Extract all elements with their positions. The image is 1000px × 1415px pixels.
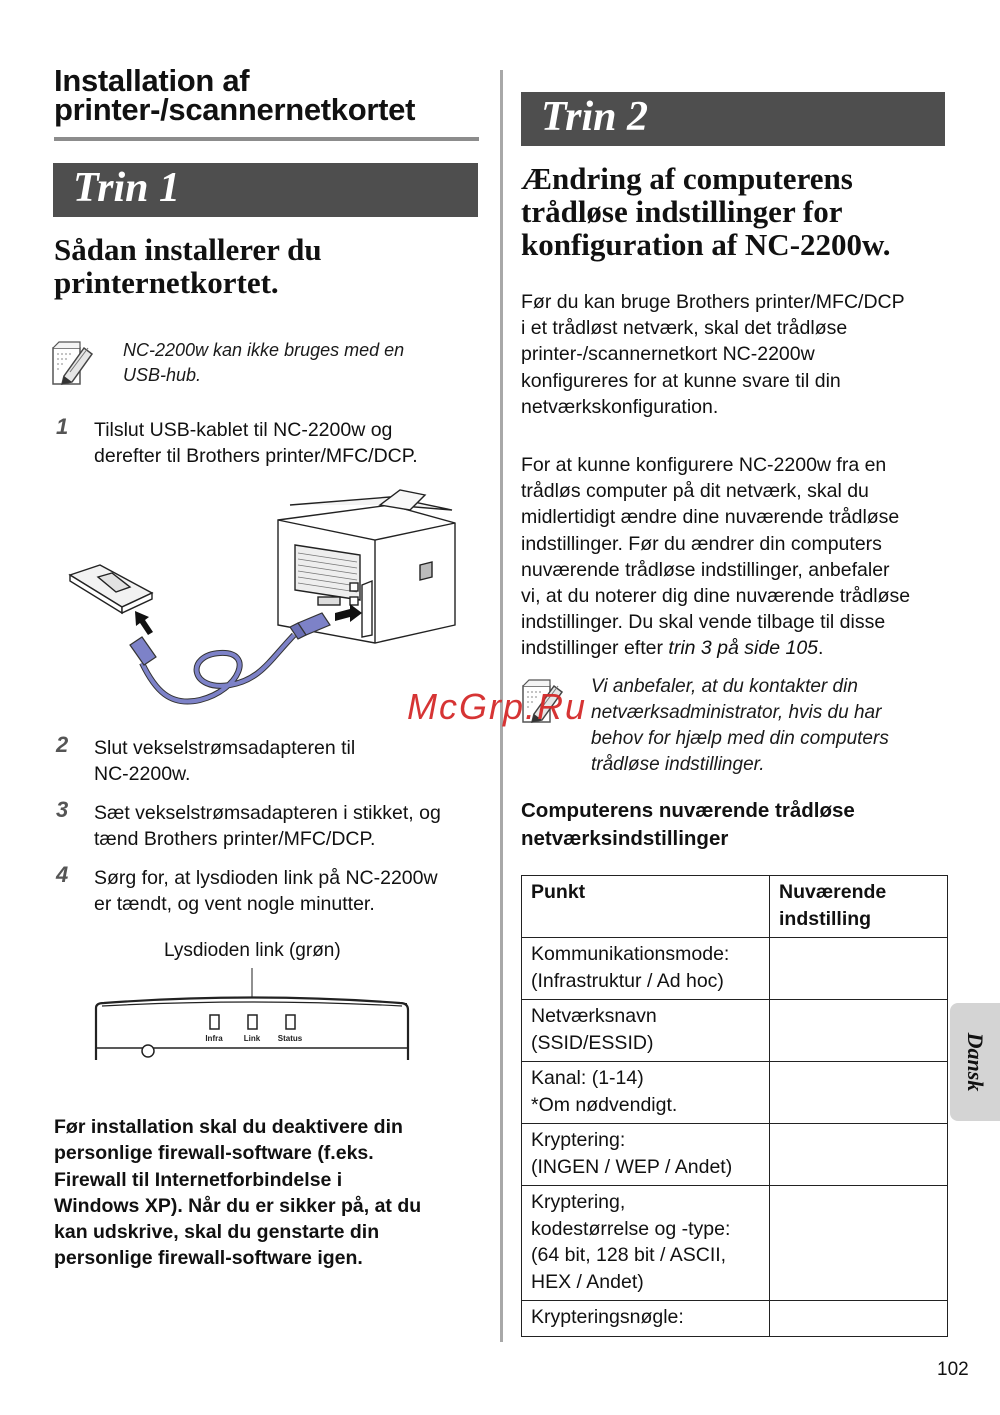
step-2-note [591, 674, 951, 778]
page-title-line-1: Installation af [54, 63, 250, 98]
step-number: 3 [56, 797, 69, 822]
paragraph-line: i et trådløst netværk, skal det trådløse [521, 317, 848, 340]
settings-table-heading [521, 797, 951, 853]
step-text-line: Sæt vekselstrømsadapteren i stikket, og [94, 802, 441, 824]
step-2-heading [521, 162, 951, 261]
warning-line: personlige firewall-software (f.eks. [54, 1142, 374, 1165]
step-text-line: NC-2200w. [94, 763, 191, 785]
paragraph-line: printer-/scannernetkort NC-2200w [521, 343, 815, 366]
title-rule-divider [54, 137, 479, 141]
step-text [94, 417, 494, 469]
warning-line: Windows XP). Når du er sikker på, at du [54, 1194, 422, 1217]
led-label-infra: Infra [205, 1034, 223, 1043]
step-2-heading-line: konfiguration af NC-2200w. [521, 227, 891, 262]
language-tab-label: Dansk [963, 1032, 988, 1092]
paragraph-line [521, 635, 951, 661]
step-number: 1 [56, 414, 69, 439]
table-row [522, 1000, 948, 1062]
step-2-heading-line: Ændring af computerens [521, 161, 853, 196]
paragraph-line: Før du kan bruge Brothers printer/MFC/DCP [521, 291, 905, 313]
paragraph-line: netværkskonfiguration. [521, 395, 719, 418]
paragraph-line: nuværende trådløse indstillinger, anbefaler [521, 558, 890, 581]
setting-item-line: (SSID/ESSID) [531, 1031, 654, 1054]
note-line: NC-2200w kan ikke bruges med en [123, 340, 405, 360]
paragraph-line: indstillinger. Før du ændrer din computers [521, 532, 882, 555]
step-1-heading [54, 233, 484, 299]
setting-item [522, 1186, 770, 1301]
setting-item [522, 1000, 770, 1062]
page-title [54, 63, 484, 127]
setting-value-field[interactable] [770, 1186, 948, 1301]
firewall-warning [54, 1114, 494, 1272]
setting-item-line: (INGEN / WEP / Andet) [531, 1155, 733, 1178]
paragraph-line: vi, at du noterer dig dine nuværende trådløse [521, 585, 911, 608]
setting-item-line: *Om nødvendigt. [531, 1093, 678, 1116]
setting-item-line: HEX / Andet) [531, 1270, 644, 1293]
table-row [522, 1124, 948, 1186]
setting-value-field[interactable] [770, 1000, 948, 1062]
arrow-icon [135, 611, 153, 635]
table-header-row [522, 876, 948, 938]
table-heading-line: netværksindstillinger [521, 827, 729, 850]
paragraph-line: For at kunne konfigurere NC-2200w fra en [521, 454, 887, 476]
led-link-callout: Lysdioden link (grøn) [164, 940, 341, 961]
table-row [522, 938, 948, 1000]
paragraph-text: . [818, 637, 824, 660]
setting-item [522, 938, 770, 1000]
usb-plug-a-icon [130, 637, 156, 665]
step-text-line: er tændt, og vent nogle minutter. [94, 893, 375, 915]
note-line: trådløse indstillinger. [591, 754, 765, 775]
table-heading-line: Computerens nuværende trådløse [521, 799, 855, 822]
table-row [522, 1301, 948, 1337]
wireless-settings-table [521, 875, 948, 1337]
note-line: USB-hub. [123, 365, 202, 385]
step-1-bar [53, 163, 478, 217]
paragraph-line: trådløs computer på dit netværk, skal du [521, 480, 869, 503]
setting-item-line: Kryptering, [531, 1191, 626, 1213]
step-1-note [123, 338, 483, 388]
column-header-current-setting: Nuværende indstilling [770, 876, 948, 938]
warning-line: Før installation skal du deaktivere din [54, 1116, 403, 1138]
step-number: 2 [56, 732, 69, 757]
paragraph-line: midlertidigt ændre dine nuværende trådløse [521, 506, 900, 529]
column-header-item: Punkt [522, 876, 770, 938]
led-link-indicator [248, 1015, 257, 1029]
language-tab[interactable] [950, 1003, 1000, 1121]
setting-item-line: Kommunikationsmode: [531, 943, 730, 965]
step-2-bar-label: Trin 2 [541, 94, 648, 140]
setting-item-line: Kryptering: [531, 1129, 626, 1151]
setting-item-line: (64 bit, 128 bit / ASCII, [531, 1244, 727, 1266]
setting-item [522, 1062, 770, 1124]
step-text-line: tænd Brothers printer/MFC/DCP. [94, 828, 376, 850]
page-number: 102 [937, 1359, 969, 1380]
paragraph-line: konfigureres for at kunne svare til din [521, 369, 841, 392]
paragraph-line: indstillinger. Du skal vende tilbage til disse [521, 611, 886, 634]
paragraph-text: indstillinger efter [521, 637, 669, 660]
table-row [522, 1186, 948, 1301]
setting-item-line: Krypteringsnøgle: [531, 1306, 684, 1328]
table-row [522, 1062, 948, 1124]
led-status-indicator [286, 1015, 295, 1029]
warning-line: personlige firewall-software igen. [54, 1247, 363, 1270]
note-line: netværksadministrator, hvis du har [591, 702, 882, 723]
step-number: 4 [56, 862, 69, 887]
step-text [94, 735, 494, 787]
step-text-line: Slut vekselstrømsadapteren til [94, 737, 356, 759]
led-label-link: Link [243, 1034, 261, 1043]
network-card-front-illustration [92, 960, 412, 1060]
watermark: McGrp.Ru [407, 686, 588, 727]
setting-item [522, 1301, 770, 1337]
setting-item-line: Kanal: (1-14) [531, 1067, 644, 1089]
page-reference-link[interactable]: trin 3 på side 105 [668, 637, 819, 660]
step-1-heading-line-1: Sådan installerer du [54, 232, 322, 267]
setting-item-line: Netværksnavn [531, 1005, 657, 1027]
setting-item-line: kodestørrelse og -type: [531, 1217, 731, 1240]
setting-value-field[interactable] [770, 1301, 948, 1337]
step-text-line: Sørg for, at lysdioden link på NC-2200w [94, 867, 438, 889]
configuration-paragraph [521, 452, 951, 662]
step-2-bar [521, 92, 945, 146]
warning-line: Firewall til Internetforbindelse i [54, 1168, 343, 1191]
step-text-line: Tilslut USB-kablet til NC-2200w og [94, 419, 393, 441]
printer-usb-connection-illustration [60, 485, 480, 710]
intro-paragraph [521, 289, 951, 420]
note-line: Vi anbefaler, at du kontakter din [591, 676, 858, 697]
setting-value-field[interactable] [770, 938, 948, 1000]
step-2-heading-line: trådløse indstillinger for [521, 194, 843, 229]
led-label-status: Status [277, 1034, 303, 1043]
step-1-bar-label: Trin 1 [73, 165, 180, 211]
note-pencil-icon [50, 340, 96, 386]
network-card-icon [70, 565, 152, 613]
note-line: behov for hjælp med din computers [591, 728, 889, 749]
setting-value-field[interactable] [770, 1124, 948, 1186]
setting-value-field[interactable] [770, 1062, 948, 1124]
step-text [94, 865, 504, 917]
warning-line: kan udskrive, skal du genstarte din [54, 1221, 380, 1244]
step-1-heading-line-2: printernetkortet. [54, 265, 279, 300]
step-text [94, 800, 504, 852]
step-text-line: derefter til Brothers printer/MFC/DCP. [94, 445, 418, 467]
setting-item-line: (Infrastruktur / Ad hoc) [531, 969, 724, 992]
page-title-line-2: printer-/scannernetkortet [54, 92, 416, 127]
setting-item [522, 1124, 770, 1186]
led-infra-indicator [210, 1015, 219, 1029]
